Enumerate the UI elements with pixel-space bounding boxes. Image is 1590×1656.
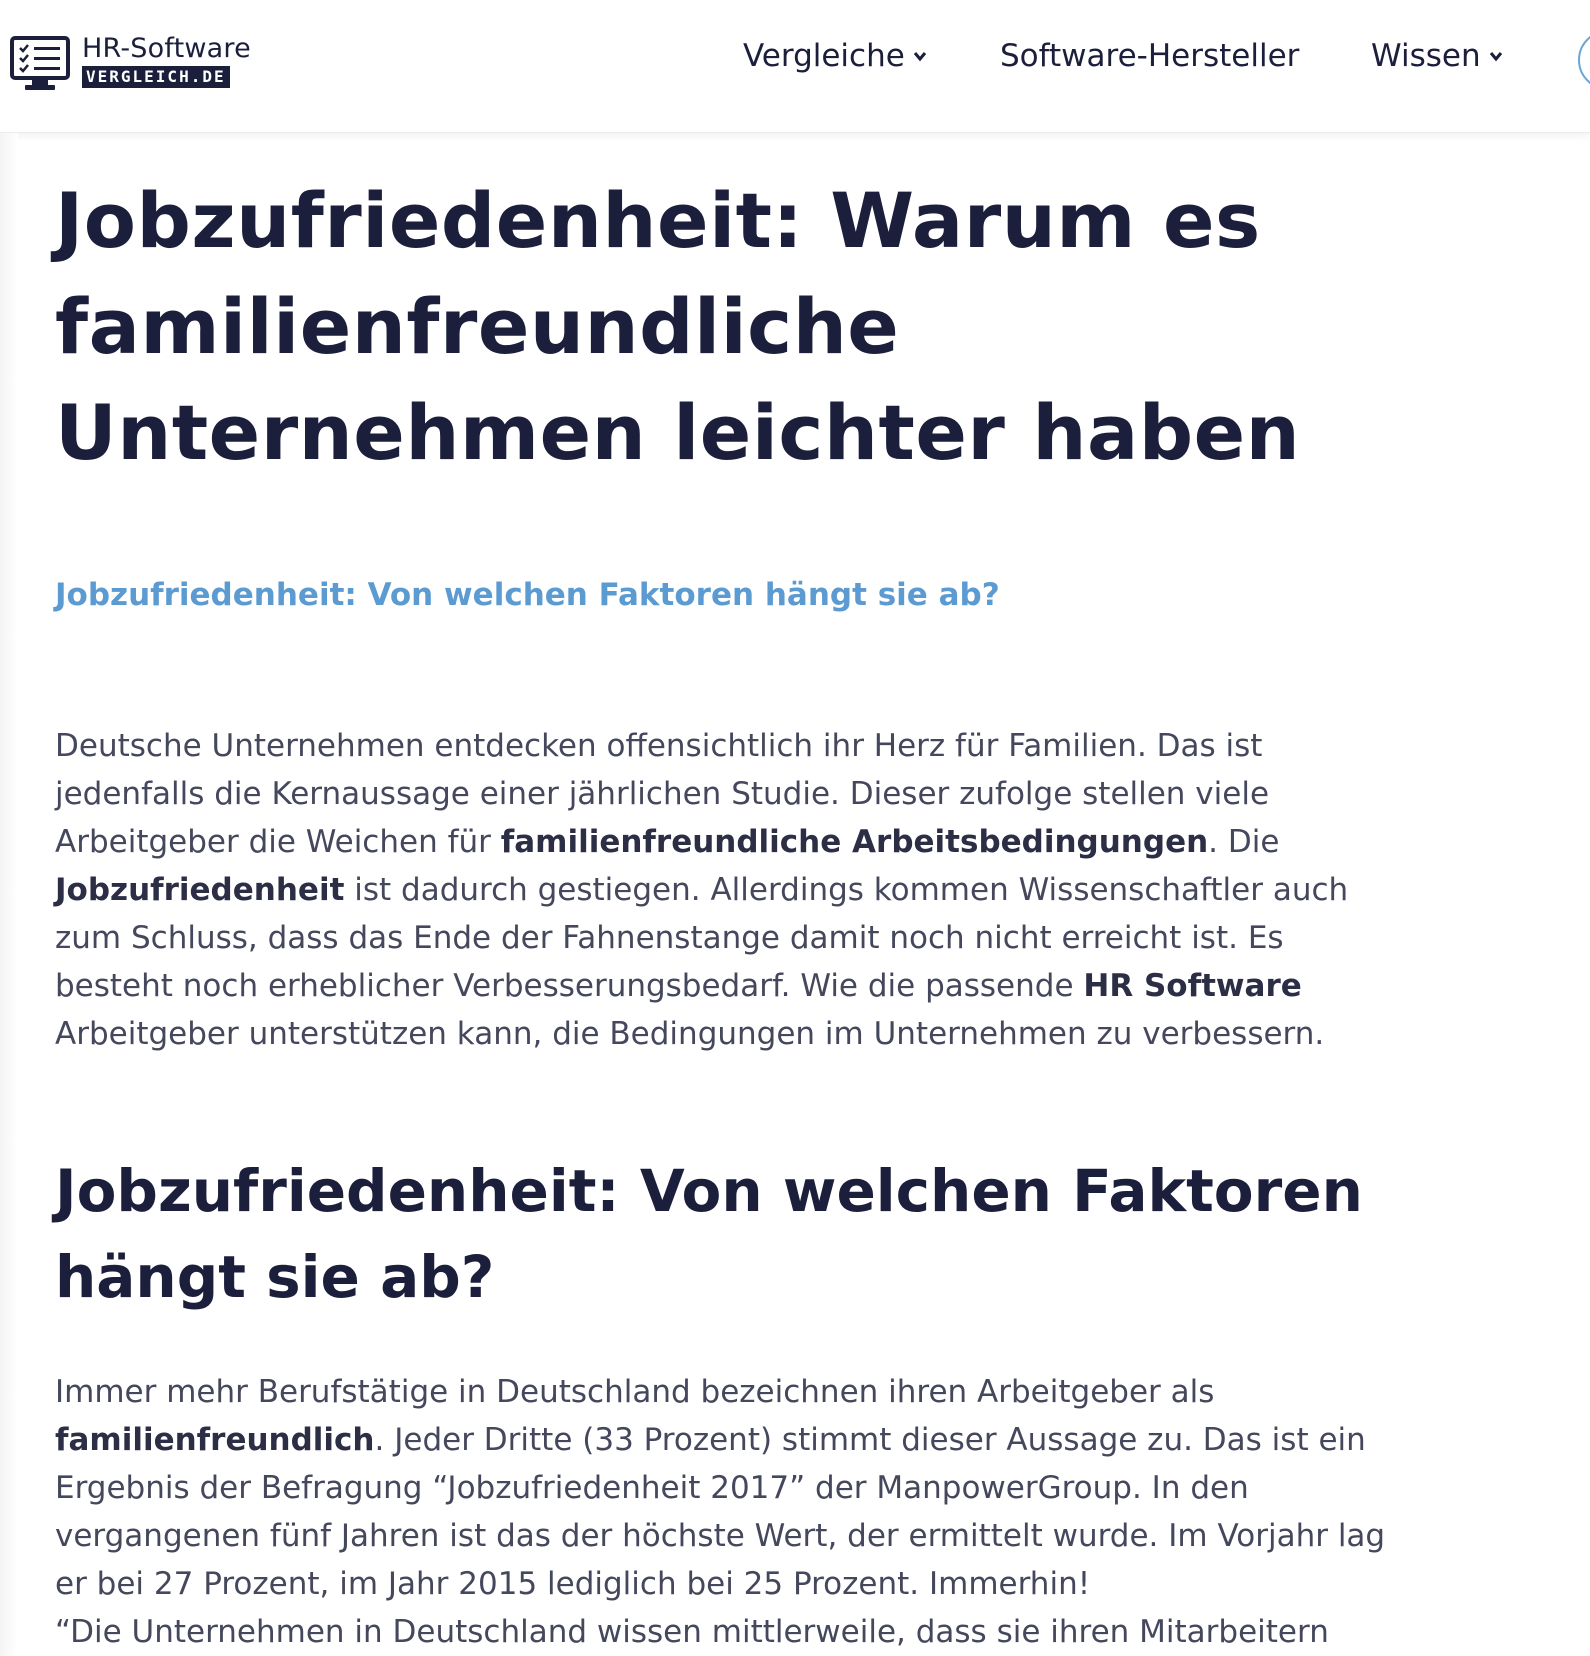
nav-item-software-hersteller[interactable] [1000, 34, 1299, 78]
text-line [55, 866, 1505, 914]
text-line: Immer mehr Berufstätige in Deutschland bezeichnen ihren Arbeitgeber als [55, 1374, 1215, 1410]
page-edge-shadow [0, 133, 18, 1656]
bold-text: familienfreundlich [55, 1422, 375, 1458]
nav-item-wissen[interactable] [1371, 34, 1503, 78]
text-fragment: Arbeitgeber die Weichen für [55, 824, 501, 860]
bold-text: HR Software [1083, 968, 1302, 1004]
text-line: “Die Unternehmen in Deutschland wissen mittlerweile, dass sie ihren Mitarbeitern [55, 1614, 1329, 1650]
page-title-line: familienfreundliche [55, 282, 900, 371]
page-title [55, 168, 1455, 486]
text-line [55, 1416, 1505, 1464]
nav-item-vergleiche[interactable] [743, 34, 927, 78]
chevron-down-icon [1489, 49, 1503, 63]
logo-text-bottom: VERGLEICH.DE [82, 66, 230, 88]
bold-text: Jobzufriedenheit [55, 872, 345, 908]
text-fragment: ist dadurch gestiegen. Allerdings kommen Wissenschaftler auch [344, 872, 1349, 908]
text-line: jedenfalls die Kernaussage einer jährlichen Studie. Dieser zufolge stellen viele [55, 776, 1270, 812]
section-heading-line: hängt sie ab? [55, 1243, 495, 1311]
text-line: Deutsche Unternehmen entdecken offensichtlich ihr Herz für Familien. Das ist [55, 728, 1263, 764]
text-line: er bei 27 Prozent, im Jahr 2015 lediglich bei 25 Prozent. Immerhin! [55, 1566, 1091, 1602]
text-line [55, 818, 1505, 866]
text-line: Arbeitgeber unterstützen kann, die Bedingungen im Unternehmen zu verbessern. [55, 1016, 1325, 1052]
chevron-down-icon [913, 49, 927, 63]
text-line [55, 962, 1505, 1010]
text-line: zum Schluss, dass das Ende der Fahnenstange damit noch nicht erreicht ist. Es [55, 920, 1284, 956]
page-title-line: Jobzufriedenheit: Warum es [55, 176, 1261, 265]
monitor-checklist-icon [10, 35, 72, 93]
site-header [0, 0, 1590, 133]
text-fragment: besteht noch erheblicher Verbesserungsbedarf. Wie die passende [55, 968, 1084, 1004]
section-heading-line: Jobzufriedenheit: Von welchen Faktoren [55, 1157, 1363, 1225]
text-line: Ergebnis der Befragung “Jobzufriedenheit 2017” der ManpowerGroup. In den [55, 1470, 1249, 1506]
nav-item-label: Wissen [1371, 38, 1481, 74]
nav-item-label: Vergleiche [743, 38, 905, 74]
text-fragment: . Jeder Dritte (33 Prozent) stimmt dieser Aussage zu. Das ist ein [374, 1422, 1366, 1458]
text-fragment: . Die [1208, 824, 1280, 860]
nav-item-label: Software-Hersteller [1000, 38, 1300, 74]
logo-text-top: HR-Software [82, 33, 251, 64]
intro-paragraph [55, 722, 1505, 1058]
site-logo[interactable] [10, 34, 270, 94]
toc-link[interactable]: Jobzufriedenheit: Von welchen Faktoren hängt sie ab? [55, 577, 1000, 613]
page-title-line: Unternehmen leichter haben [55, 388, 1301, 477]
section-heading [55, 1148, 1505, 1320]
bold-text: familienfreundliche Arbeitsbedingungen [500, 824, 1209, 860]
header-circle-button[interactable] [1578, 30, 1590, 90]
text-line: vergangenen fünf Jahren ist das der höchste Wert, der ermittelt wurde. Im Vorjahr lag [55, 1518, 1386, 1554]
section-paragraph [55, 1368, 1505, 1656]
logo-text [82, 34, 251, 88]
